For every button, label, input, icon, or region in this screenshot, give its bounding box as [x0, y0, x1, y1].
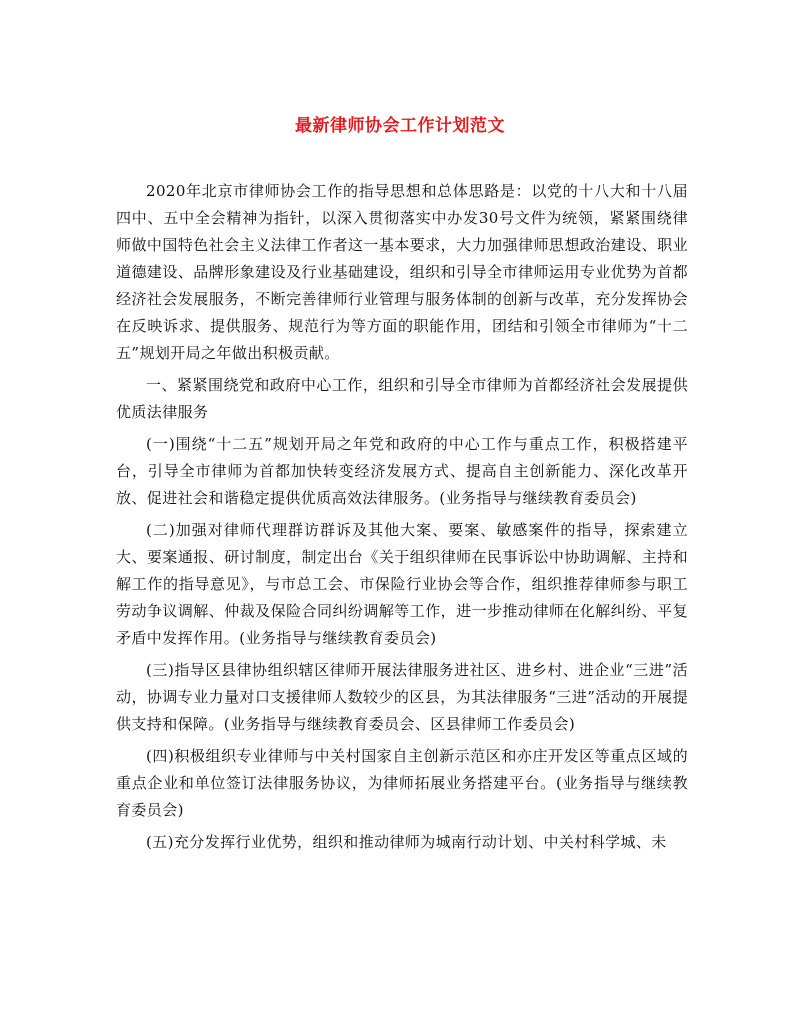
section-heading-1: 一、紧紧围绕党和政府中心工作，组织和引导全市律师为首都经济社会发展提供优质法律服务 [116, 376, 688, 421]
item-paragraph-4: (四)积极组织专业律师与中关村国家自主创新示范区和亦庄开发区等重点区域的重点企业和单位签订法律服务协议，为律师拓展业务搭建平台。(业务指导与继续教育委员会) [116, 747, 688, 819]
item-paragraph-2: (二)加强对律师代理群访群诉及其他大案、要案、敏感案件的指导，探索建立大、要案通报、研讨制度，制定出台《关于组织律师在民事诉讼中协助调解、主持和解工作的指导意见》，与市总工会、市保险行业协会等合作，组织推荐律师参与职工劳动争议调解、仲裁及保险合同纠纷调解等工作，进一步推动律师在化解纠纷、平复矛盾中发挥作用。(业务指导与继续教育委员会) [116, 521, 688, 647]
item-paragraph-3: (三)指导区县律协组织辖区律师开展法律服务进社区、进乡村、进企业“三进”活动，协调专业力量对口支援律师人数较少的区县，为其法律服务“三进”活动的开展提供支持和保障。(业务指导与继续教育委员会、区县律师工作委员会) [116, 661, 688, 733]
document-title: 最新律师协会工作计划范文 [295, 116, 505, 136]
document-body [116, 178, 688, 861]
intro-paragraph: 2020年北京市律师协会工作的指导思想和总体思路是：以党的十八大和十八届四中、五中全会精神为指针，以深入贯彻落实中办发30号文件为统领，紧紧围绕律师做中国特色社会主义法律工作者这一基本要求，大力加强律师思想政治建设、职业道德建设、品牌形象建设及行业基础建设，组织和引导全市律师运用专业优势为首都经济社会发展服务，不断完善律师行业管理与服务体制的创新与改革，充分发挥协会在反映诉求、提供服务、规范行为等方面的职能作用，团结和引领全市律师为“十二五”规划开局之年做出积极贡献。 [116, 182, 688, 362]
item-paragraph-5: (五)充分发挥行业优势，组织和推动律师为城南行动计划、中关村科学城、未 [146, 833, 667, 851]
item-paragraph-1: (一)围绕“十二五”规划开局之年党和政府的中心工作与重点工作，积极搭建平台，引导全市律师为首都加快转变经济发展方式、提高自主创新能力、深化改革开放、促进社会和谐稳定提供优质高效法律服务。(业务指导与继续教育委员会) [116, 435, 688, 507]
